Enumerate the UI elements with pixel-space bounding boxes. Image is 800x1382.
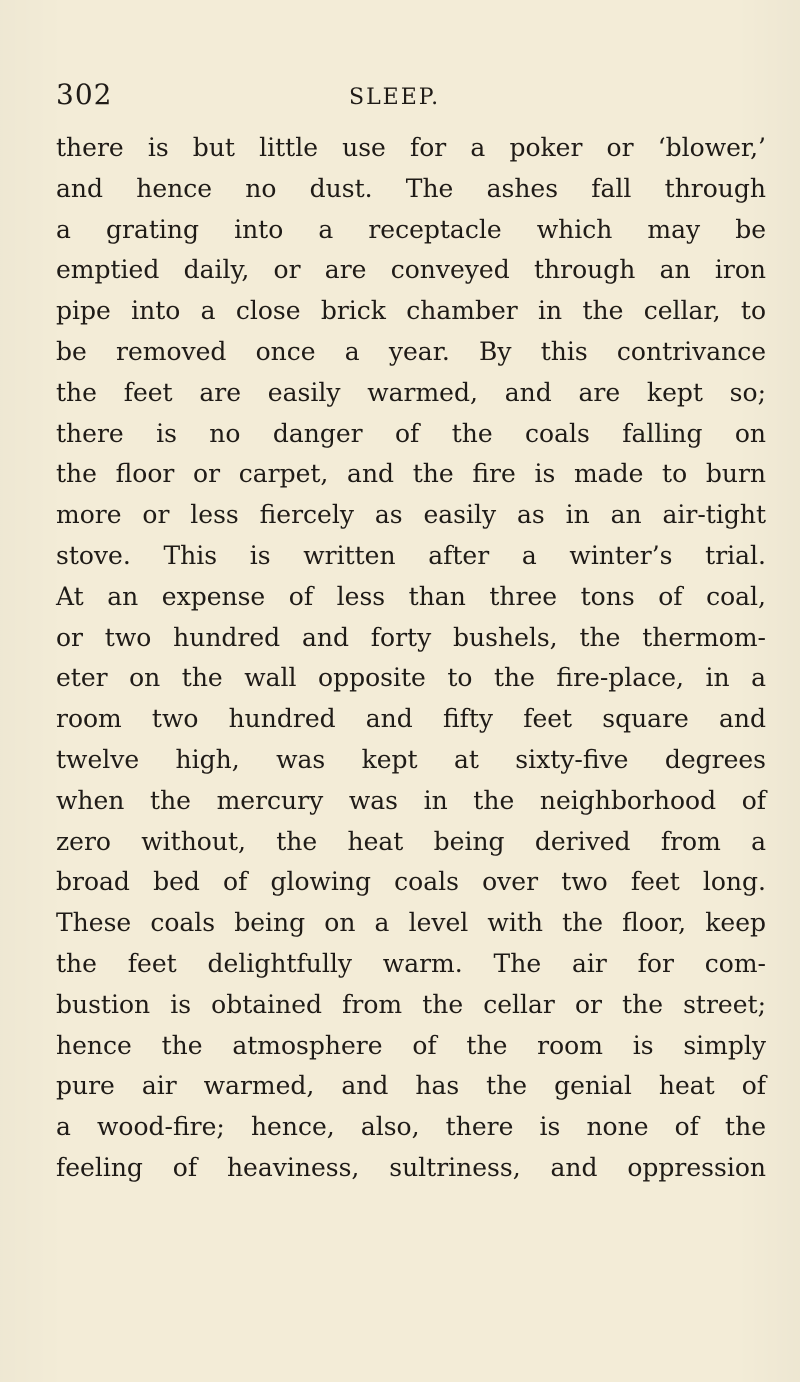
text-line-12: At an expense of less than three tons of coal, [56, 581, 766, 611]
text-line-14: eter on the wall opposite to the fire-place, in a [56, 663, 766, 693]
text-line-26: feeling of heaviness, sultriness, and oppression [56, 1152, 766, 1182]
text-line-16: twelve high, was kept at sixty-five degrees [56, 744, 766, 774]
text-line-3: a grating into a receptacle which may be [56, 214, 766, 244]
text-line-17: when the mercury was in the neighborhood of [56, 785, 766, 815]
text-line-20: These coals being on a level with the floor, keep [56, 908, 766, 938]
text-line-4: emptied daily, or are conveyed through an iron [56, 255, 766, 285]
text-line-18: zero without, the heat being derived from a [56, 826, 766, 856]
text-line-7: the feet are easily warmed, and are kept so; [56, 377, 766, 407]
text-line-21: the feet delightfully warm. The air for com- [56, 948, 766, 978]
text-line-25: a wood-fire; hence, also, there is none of the [56, 1112, 766, 1142]
running-title: SLEEP. [349, 85, 441, 110]
text-line-22: bustion is obtained from the cellar or the street; [56, 989, 766, 1019]
page-header [56, 78, 766, 118]
text-line-24: pure air warmed, and has the genial heat of [56, 1071, 766, 1101]
text-line-8: there is no danger of the coals falling on [56, 418, 766, 448]
text-line-5: pipe into a close brick chamber in the cellar, to [56, 296, 766, 326]
text-line-13: or two hundred and forty bushels, the thermom- [56, 622, 766, 652]
text-line-19: broad bed of glowing coals over two feet long. [56, 867, 766, 897]
text-line-2: and hence no dust. The ashes fall through [56, 173, 766, 203]
page-number: 302 [56, 78, 113, 111]
text-line-11: stove. This is written after a winter’s trial. [56, 540, 766, 570]
text-line-9: the floor or carpet, and the fire is made to burn [56, 459, 766, 489]
text-line-15: room two hundred and fifty feet square and [56, 704, 766, 734]
body-text [56, 128, 766, 1189]
text-line-1: there is but little use for a poker or ‘blower,’ [56, 133, 766, 162]
text-line-10: more or less fiercely as easily as in an air-tight [56, 500, 766, 530]
text-line-23: hence the atmosphere of the room is simply [56, 1030, 766, 1060]
text-line-6: be removed once a year. By this contrivance [56, 336, 766, 366]
